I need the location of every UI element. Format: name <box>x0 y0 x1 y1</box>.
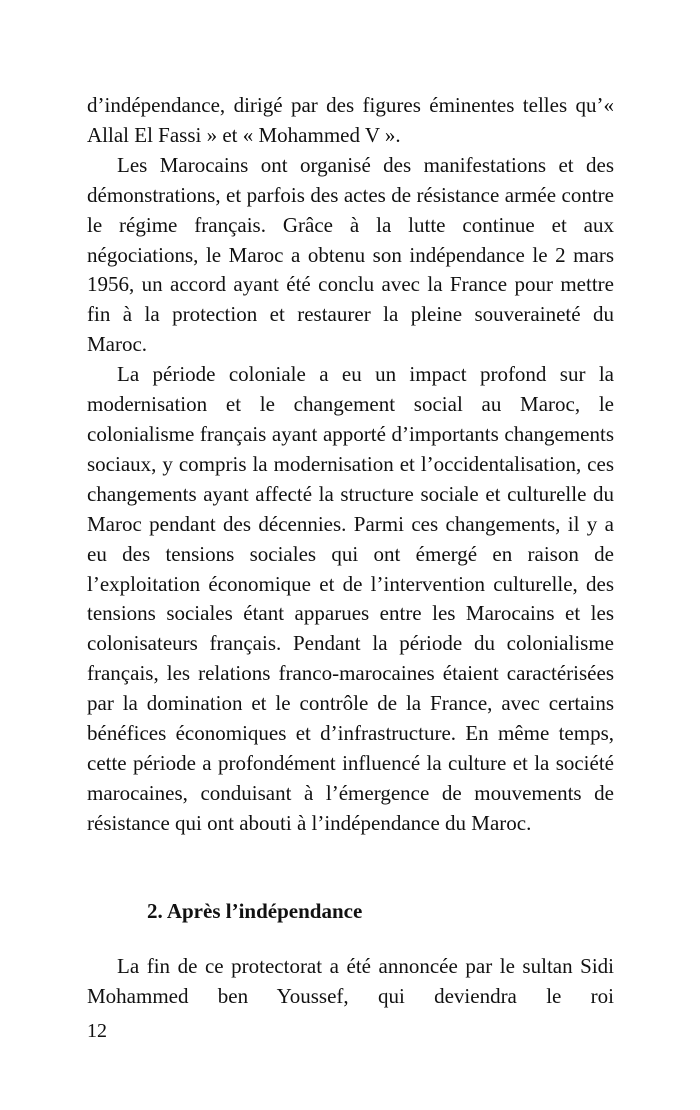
paragraph-continuation: d’indépendance, dirigé par des figures éminentes telles qu’« Allal El Fassi » et « Mohammed V ». <box>87 93 614 147</box>
body-text <box>87 91 614 839</box>
paragraph-independence: Les Marocains ont organisé des manifestations et des démonstrations, et parfois des actes de résistance armée contre le régime français. Grâce à la lutte continue et aux négociations, le Maroc a obtenu son indépendance le 2 mars 1956, un accord ayant été conclu avec la France pour mettre fin à la protection et restaurer la pleine souveraineté du Maroc. <box>87 152 614 357</box>
section-body <box>87 952 614 1012</box>
paragraph-protectorate-end: La fin de ce protectorat a été annoncée par le sultan Sidi Mohammed ben Youssef, qui deviendra le roi <box>87 954 614 1008</box>
section-heading: 2. Après l’indépendance <box>147 899 363 923</box>
page-number: 12 <box>87 1020 107 1042</box>
paragraph-colonial-impact: La période coloniale a eu un impact profond sur la modernisation et le changement social au Maroc, le colonialisme français ayant apporté d’importants changements sociaux, y compris la modernisation et l’occidentalisation, ces changements ayant affecté la structure sociale et culturelle du Maroc pendant des décennies. Parmi ces changements, il y a eu des tensions sociales qui ont émergé en raison de l’exploitation économique et de l’intervention culturelle, des tensions sociales étant apparues entre les Marocains et les colonisateurs français. Pendant la période du colonialisme français, les relations franco-marocaines étaient caractérisées par la domination et le contrôle de la France, avec certains bénéfices économiques et d’infrastructure. En même temps, cette période a profondément influencé la culture et la société marocaines, conduisant à l’émergence de mouvements de résistance qui ont abouti à l’indépendance du Maroc. <box>87 362 614 835</box>
